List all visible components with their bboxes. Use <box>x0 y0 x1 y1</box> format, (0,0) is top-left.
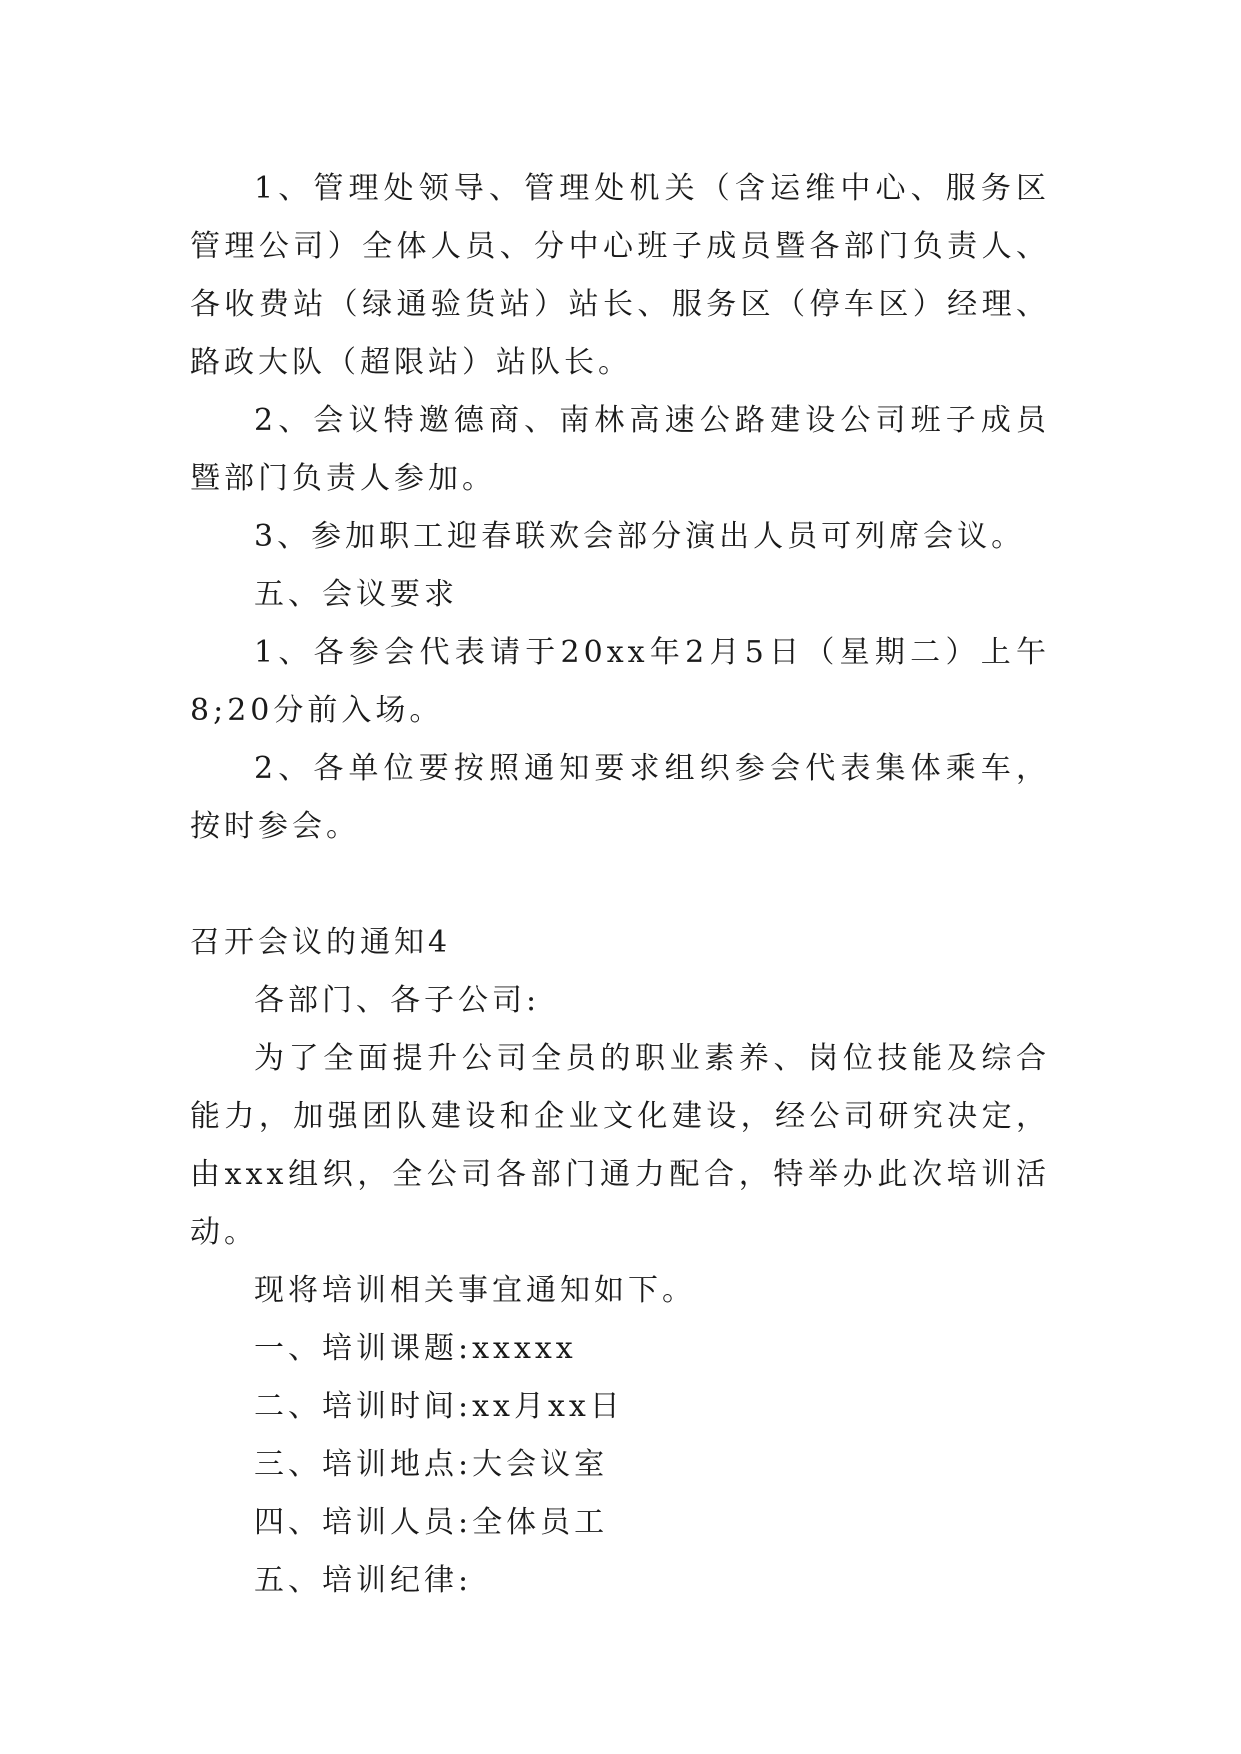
paragraph-requirement-2: 2、各单位要按照通知要求组织参会代表集体乘车，按时参会。 <box>190 751 1050 844</box>
item-training-time: 二、培训时间:xx月xx日 <box>254 1389 624 1424</box>
paragraph-attendees-2: 2、会议特邀德商、南林高速公路建设公司班子成员暨部门负责人参加。 <box>190 403 1050 496</box>
notice-salutation: 各部门、各子公司: <box>254 983 541 1018</box>
item-training-location: 三、培训地点:大会议室 <box>254 1447 609 1482</box>
notice-title: 召开会议的通知4 <box>190 925 452 960</box>
section-spacer <box>190 856 1050 914</box>
paragraph-attendees-1: 1、管理处领导、管理处机关（含运维中心、服务区管理公司）全体人员、分中心班子成员暨各部门负责人、各收费站（绿通验货站）站长、服务区（停车区）经理、路政大队（超限站）站队长。 <box>190 171 1050 380</box>
paragraph-attendees-3: 3、参加职工迎春联欢会部分演出人员可列席会议。 <box>254 519 1026 554</box>
heading-meeting-requirements: 五、会议要求 <box>254 577 458 612</box>
item-training-discipline: 五、培训纪律: <box>254 1563 473 1598</box>
paragraph-notice-intro: 现将培训相关事宜通知如下。 <box>254 1273 696 1308</box>
item-training-attendees: 四、培训人员:全体员工 <box>254 1505 609 1540</box>
document-body <box>190 160 1050 1610</box>
paragraph-requirement-1: 1、各参会代表请于20xx年2月5日（星期二）上午8;20分前入场。 <box>190 635 1050 728</box>
paragraph-training-purpose: 为了全面提升公司全员的职业素养、岗位技能及综合能力，加强团队建设和企业文化建设，经公司研究决定，由xxx组织，全公司各部门通力配合，特举办此次培训活动。 <box>190 1041 1050 1250</box>
item-training-topic: 一、培训课题:xxxxx <box>254 1331 577 1366</box>
